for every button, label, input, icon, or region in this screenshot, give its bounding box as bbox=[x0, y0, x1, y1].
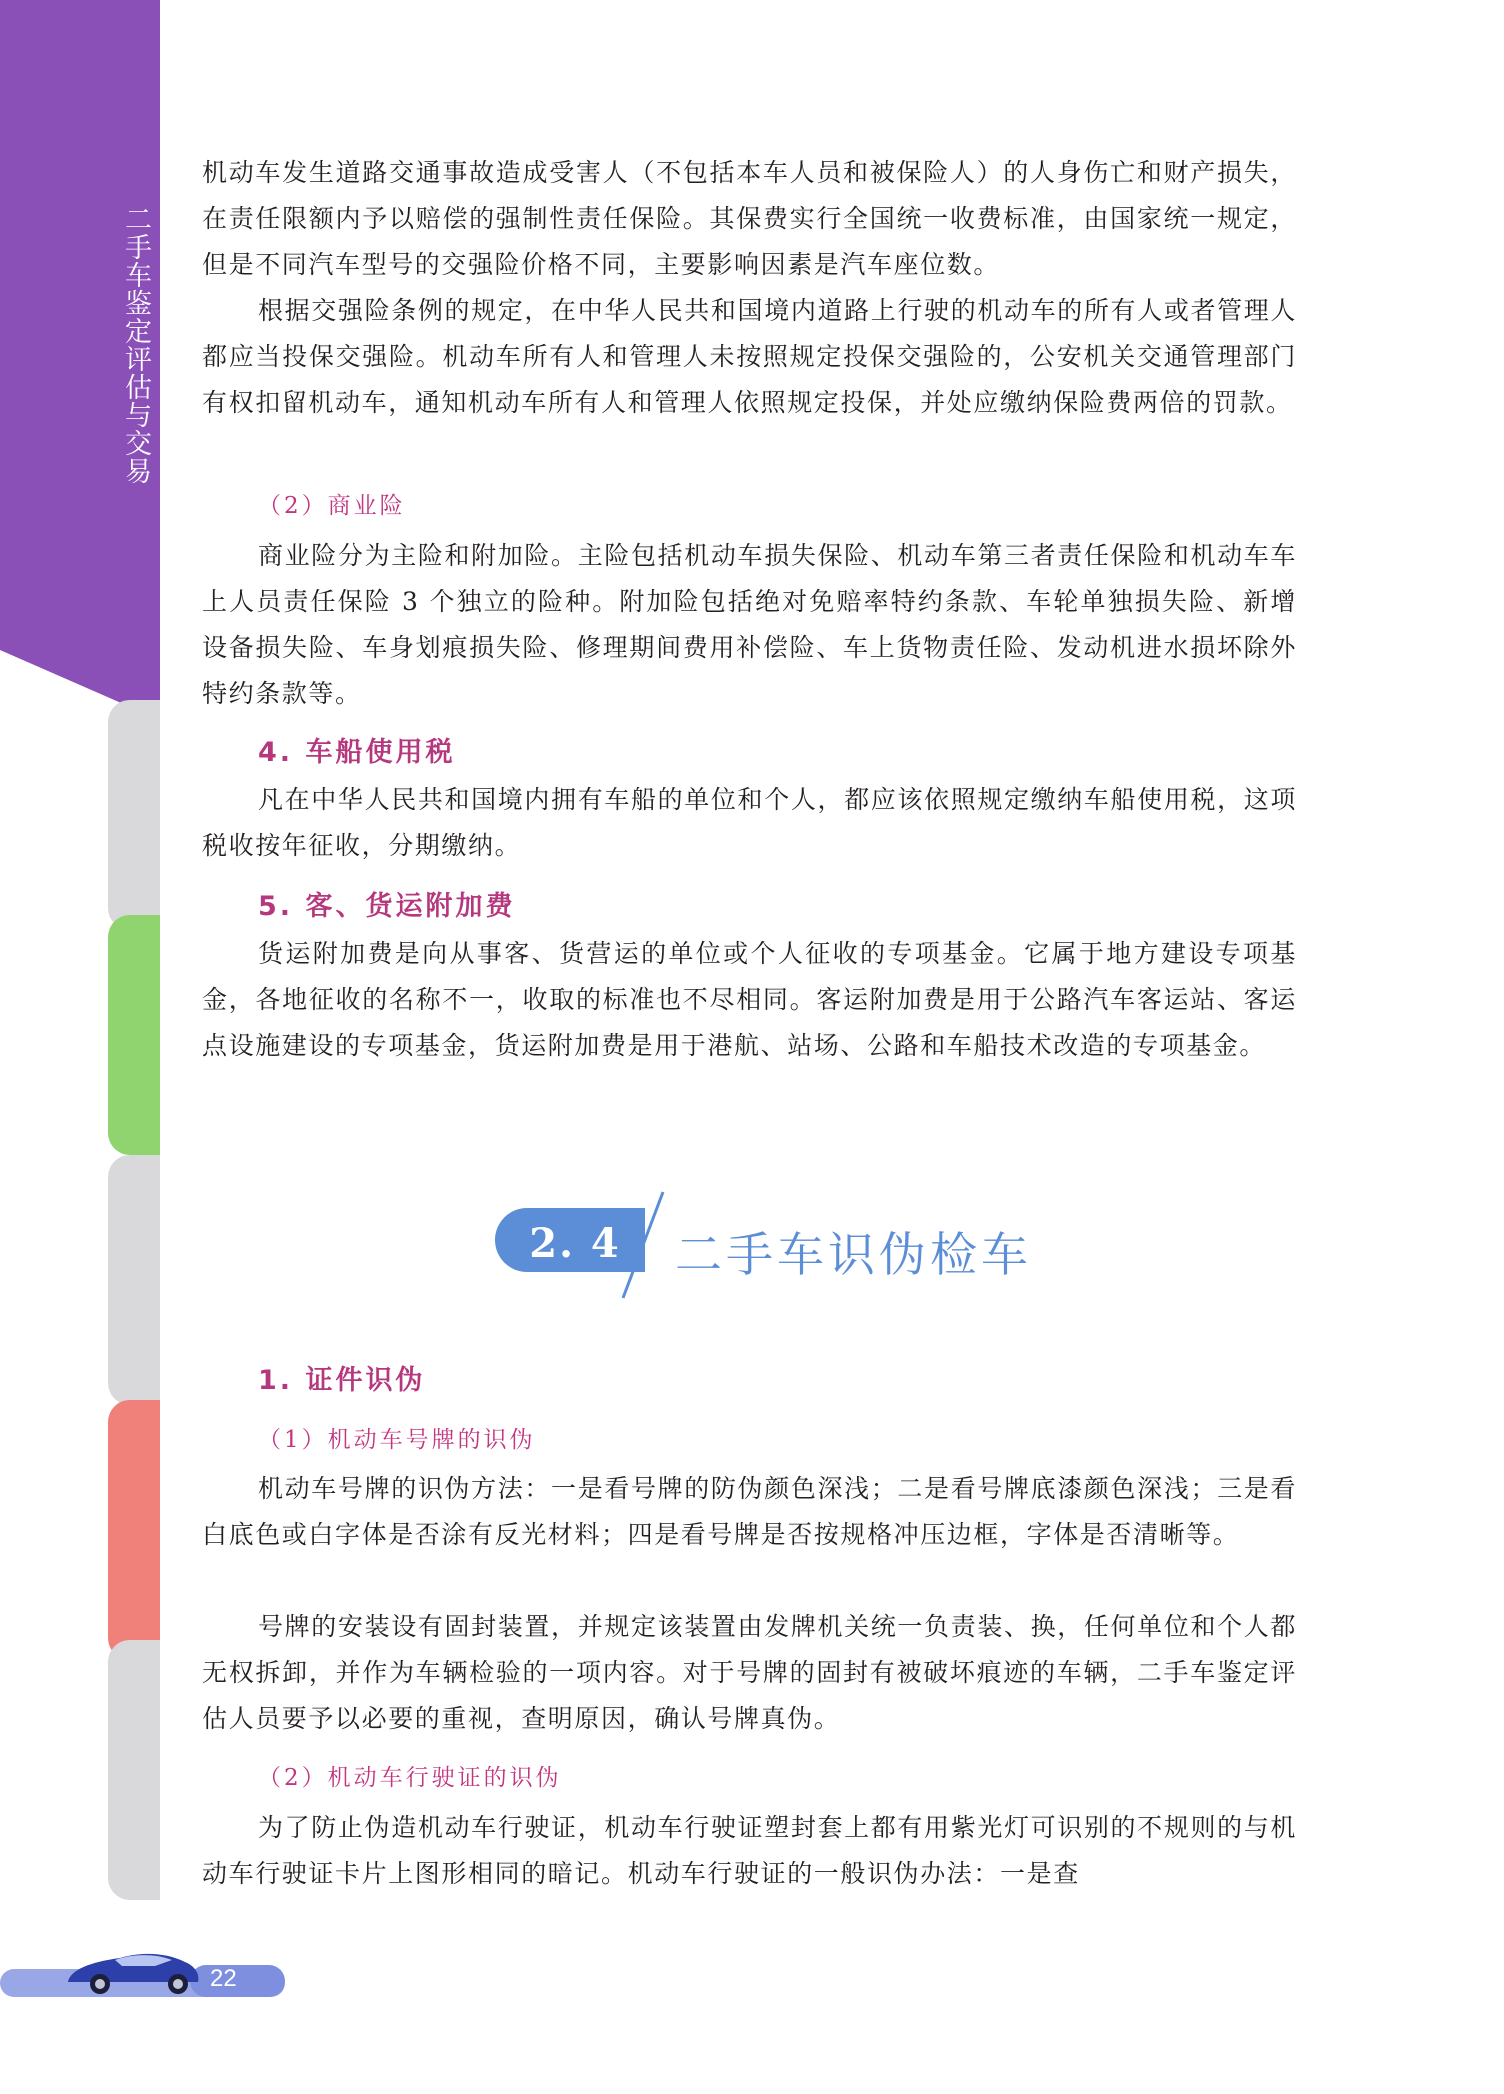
subheading: （2）商业险 bbox=[258, 493, 406, 519]
paragraph: 根据交强险条例的规定，在中华人民共和国境内道路上行驶的机动车的所有人或者管理人都应当投保交强险。机动车所有人和管理人未按照规定投保交强险的，公安机关交通管理部门有权扣留机动车，通知机动车所有人和管理人依照规定投保，并处应缴纳保险费两倍的罚款。 bbox=[202, 296, 1297, 417]
paragraph: 机动车号牌的识伪方法：一是看号牌的防伪颜色深浅；二是看号牌底漆颜色深浅；三是看白底色或白字体是否涂有反光材料；四是看号牌是否按规格冲压边框，字体是否清晰等。 bbox=[202, 1474, 1297, 1549]
subheading: （1）机动车号牌的识伪 bbox=[258, 1427, 536, 1453]
chapter-tab-gray bbox=[108, 1155, 160, 1405]
section-banner bbox=[495, 1190, 1055, 1300]
book-title: 二手车鉴定评估与交易 bbox=[120, 205, 151, 485]
paragraph: 机动车发生道路交通事故造成受害人（不包括本车人员和被保险人）的人身伤亡和财产损失，在责任限额内予以赔偿的强制性责任保险。其保费实行全国统一收费标准，由国家统一规定，但是不同汽车型号的交强险价格不同，主要影响因素是汽车座位数。 bbox=[202, 158, 1297, 279]
paragraph: 号牌的安装设有固封装置，并规定该装置由发牌机关统一负责装、换，任何单位和个人都无权拆卸，并作为车辆检验的一项内容。对于号牌的固封有被破坏痕迹的车辆，二手车鉴定评估人员要予以必要的重视，查明原因，确认号牌真伪。 bbox=[202, 1612, 1297, 1733]
section-heading: 4. 车船使用税 bbox=[258, 737, 456, 768]
paragraph: 凡在中华人民共和国境内拥有车船的单位和个人，都应该依照规定缴纳车船使用税，这项税收按年征收，分期缴纳。 bbox=[202, 785, 1297, 860]
section-heading: 1. 证件识伪 bbox=[258, 1365, 426, 1396]
subheading: （2）机动车行驶证的识伪 bbox=[258, 1765, 562, 1791]
chapter-tab-red bbox=[108, 1400, 160, 1660]
chapter-tab-green bbox=[108, 915, 160, 1155]
side-tab-strip bbox=[0, 0, 165, 1920]
chapter-tab-gray bbox=[108, 1640, 160, 1900]
slash-divider bbox=[613, 1190, 673, 1300]
section-heading: 5. 客、货运附加费 bbox=[258, 891, 516, 922]
section-number: 2. 4 bbox=[529, 1220, 621, 1267]
chapter-tab-gray bbox=[108, 700, 160, 930]
paragraph: 货运附加费是向从事客、货营运的单位或个人征收的专项基金。它属于地方建设专项基金，各地征收的名称不一，收取的标准也不尽相同。客运附加费是用于公路汽车客运站、客运点设施建设的专项基金，货运附加费是用于港航、站场、公路和车船技术改造的专项基金。 bbox=[202, 939, 1297, 1060]
sports-car-icon bbox=[60, 1940, 205, 2000]
paragraph: 为了防止伪造机动车行驶证，机动车行驶证塑封套上都有用紫光灯可识别的不规则的与机动车行驶证卡片上图形相同的暗记。机动车行驶证的一般识伪办法：一是查 bbox=[202, 1813, 1297, 1888]
section-title: 二手车识伪检车 bbox=[675, 1228, 1032, 1283]
page-number: 22 bbox=[210, 1965, 237, 1992]
paragraph: 商业险分为主险和附加险。主险包括机动车损失保险、机动车第三者责任保险和机动车车上人员责任保险 3 个独立的险种。附加险包括绝对免赔率特约条款、车轮单独损失险、新增设备损失险、车身划痕损失险、修理期间费用补偿险、车上货物责任险、发动机进水损坏除外特约条款等。 bbox=[202, 541, 1297, 708]
